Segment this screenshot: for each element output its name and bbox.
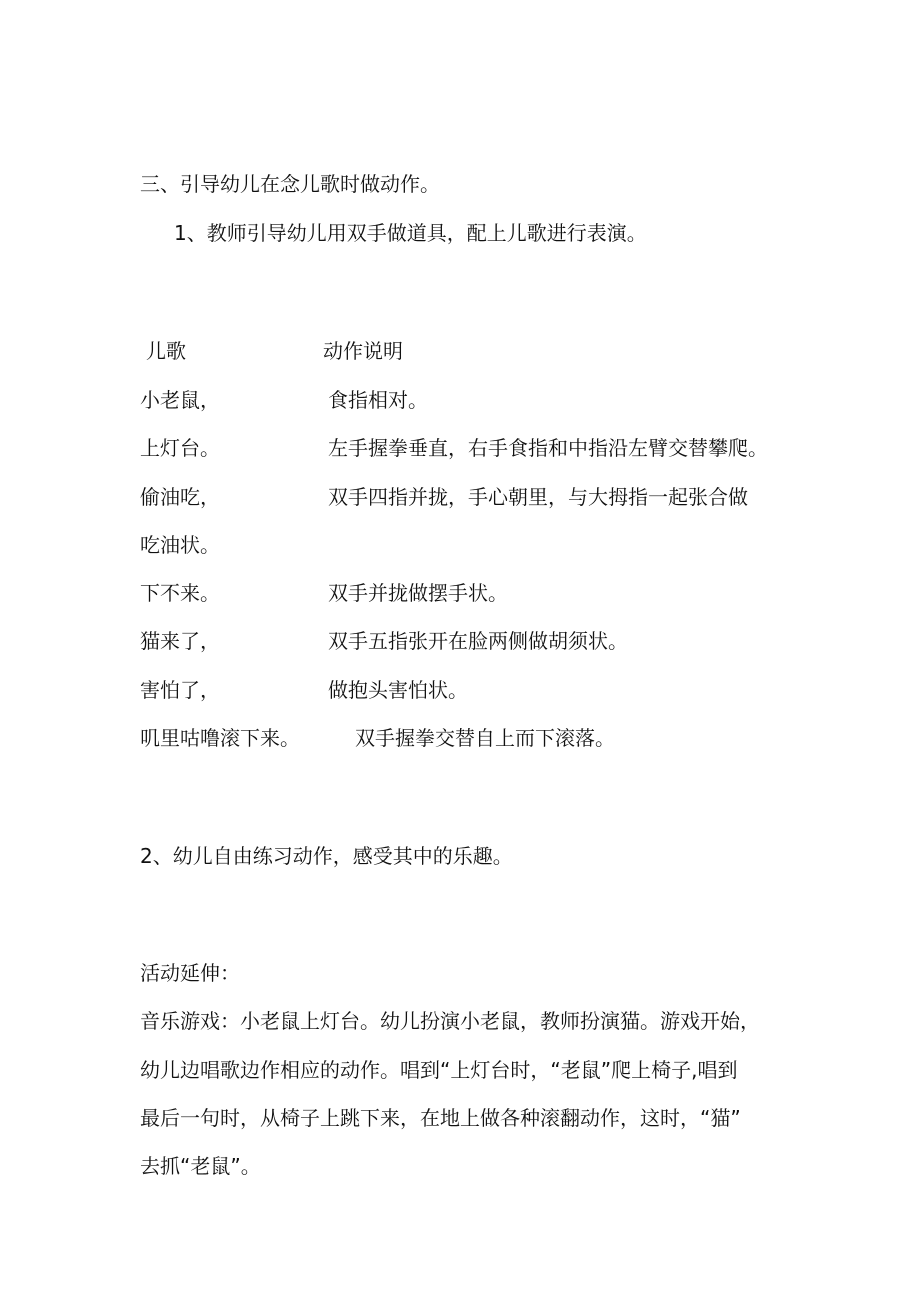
song-line: 下不来。 [140,581,220,605]
action-description: 双手握拳交替自上而下滚落。 [355,726,615,750]
song-line: 猫来了， [140,629,220,653]
extension-paragraph-line: 去抓“老鼠”。 [140,1154,261,1178]
extension-paragraph-line: 音乐游戏：小老鼠上灯台。幼儿扮演小老鼠，教师扮演猫。游戏开始， [140,1009,760,1033]
action-description: 双手四指并拢，手心朝里，与大拇指一起张合做 [328,485,748,509]
action-description: 做抱头害怕状。 [328,678,468,702]
song-line: 叽里咕噜滚下来。 [140,726,300,750]
action-description: 双手五指张开在脸两侧做胡须状。 [328,629,628,653]
song-line: 害怕了， [140,678,220,702]
section-heading: 三、引导幼儿在念儿歌时做动作。 [140,172,440,196]
song-line: 偷油吃， [140,485,220,509]
song-line: 吃油状。 [140,533,220,557]
extension-paragraph-line: 最后一句时，从椅子上跳下来，在地上做各种滚翻动作，这时，“猫” [140,1106,741,1130]
step-2-text: 2、幼儿自由练习动作，感受其中的乐趣。 [140,844,513,868]
extension-paragraph-line: 幼儿边唱歌边作相应的动作。唱到“上灯台时，“老鼠”爬上椅子,唱到 [140,1058,738,1082]
extension-heading: 活动延伸： [140,961,240,985]
song-line: 上灯台。 [140,436,220,460]
song-line: 小老鼠， [140,388,220,412]
step-1-text: 1、教师引导幼儿用双手做道具，配上儿歌进行表演。 [174,221,647,245]
action-description: 食指相对。 [328,388,428,412]
action-description: 双手并拢做摆手状。 [328,581,508,605]
action-description: 左手握拳垂直，右手食指和中指沿左臂交替攀爬。 [328,436,768,460]
table-header-action: 动作说明 [323,339,403,363]
table-header-song: 儿歌 [146,339,186,363]
